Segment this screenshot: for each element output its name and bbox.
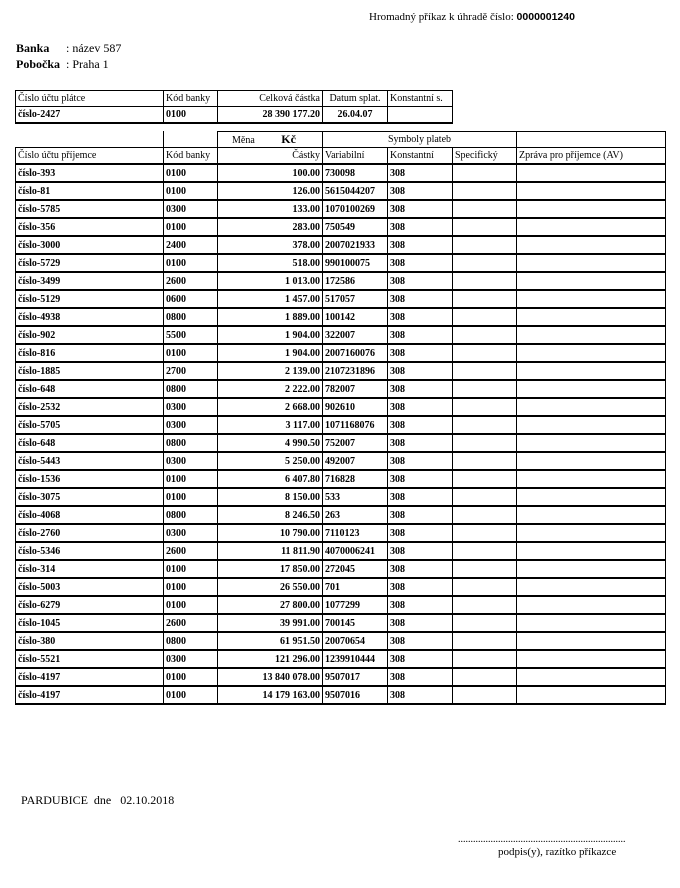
constant-symbol: 308 bbox=[388, 488, 453, 506]
variable-symbol: 172586 bbox=[323, 272, 388, 290]
constant-symbol: 308 bbox=[388, 182, 453, 200]
constant-symbol: 308 bbox=[388, 542, 453, 560]
message bbox=[517, 632, 666, 650]
specific-symbol bbox=[453, 362, 517, 380]
recipient-account: číslo-1045 bbox=[16, 614, 164, 632]
message bbox=[517, 398, 666, 416]
bank-code: 0100 bbox=[164, 596, 218, 614]
table-row bbox=[16, 308, 666, 326]
message bbox=[517, 290, 666, 308]
table-row bbox=[16, 200, 666, 218]
table-row bbox=[16, 506, 666, 524]
variable-symbol: 752007 bbox=[323, 434, 388, 452]
bank-code: 0300 bbox=[164, 200, 218, 218]
branch-row bbox=[16, 56, 121, 72]
recipient-account: číslo-2532 bbox=[16, 398, 164, 416]
variable-symbol: 20070654 bbox=[323, 632, 388, 650]
blank-cell bbox=[517, 132, 666, 148]
constant-symbol: 308 bbox=[388, 668, 453, 686]
message bbox=[517, 524, 666, 542]
recipient-account: číslo-356 bbox=[16, 218, 164, 236]
bank-code: 0100 bbox=[164, 164, 218, 182]
amount: 26 550.00 bbox=[218, 578, 323, 596]
amount: 10 790.00 bbox=[218, 524, 323, 542]
constant-symbol: 308 bbox=[388, 524, 453, 542]
specific-symbol bbox=[453, 272, 517, 290]
table-row bbox=[16, 164, 666, 182]
order-label: Hromadný příkaz k úhradě číslo: bbox=[369, 11, 514, 23]
bank-code: 0100 bbox=[164, 344, 218, 362]
payer-account: číslo-2427 bbox=[16, 107, 164, 124]
recipient-account: číslo-5443 bbox=[16, 452, 164, 470]
header-message: Zpráva pro příjemce (AV) bbox=[517, 148, 666, 165]
constant-symbol: 308 bbox=[388, 326, 453, 344]
variable-symbol: 700145 bbox=[323, 614, 388, 632]
amount: 8 150.00 bbox=[218, 488, 323, 506]
header-constant: Konstantní bbox=[388, 148, 453, 165]
constant-symbol: 308 bbox=[388, 686, 453, 704]
amount: 2 222.00 bbox=[218, 380, 323, 398]
table-row bbox=[16, 668, 666, 686]
variable-symbol: 4070006241 bbox=[323, 542, 388, 560]
specific-symbol bbox=[453, 326, 517, 344]
bank-code: 0800 bbox=[164, 434, 218, 452]
currency-label: Měna bbox=[232, 135, 255, 146]
message bbox=[517, 218, 666, 236]
variable-symbol: 1077299 bbox=[323, 596, 388, 614]
bank-code: 0800 bbox=[164, 632, 218, 650]
bank-info bbox=[16, 40, 121, 72]
amount: 1 904.00 bbox=[218, 344, 323, 362]
variable-symbol: 7110123 bbox=[323, 524, 388, 542]
constant-symbol: 308 bbox=[388, 398, 453, 416]
amount: 100.00 bbox=[218, 164, 323, 182]
table-row bbox=[16, 326, 666, 344]
variable-symbol: 9507017 bbox=[323, 668, 388, 686]
variable-symbol: 1070100269 bbox=[323, 200, 388, 218]
specific-symbol bbox=[453, 308, 517, 326]
specific-symbol bbox=[453, 560, 517, 578]
constant-symbol: 308 bbox=[388, 470, 453, 488]
message bbox=[517, 236, 666, 254]
message bbox=[517, 200, 666, 218]
message bbox=[517, 434, 666, 452]
table-row bbox=[16, 560, 666, 578]
bank-code: 2400 bbox=[164, 236, 218, 254]
amount: 6 407.80 bbox=[218, 470, 323, 488]
constant-symbol: 308 bbox=[388, 290, 453, 308]
payments-header-top bbox=[16, 132, 666, 148]
recipient-account: číslo-5003 bbox=[16, 578, 164, 596]
payer-header-constant: Konstantní s. bbox=[388, 91, 453, 107]
recipient-account: číslo-2760 bbox=[16, 524, 164, 542]
variable-symbol: 730098 bbox=[323, 164, 388, 182]
amount: 5 250.00 bbox=[218, 452, 323, 470]
recipient-account: číslo-4068 bbox=[16, 506, 164, 524]
specific-symbol bbox=[453, 434, 517, 452]
order-title bbox=[369, 11, 575, 23]
table-row bbox=[16, 218, 666, 236]
recipient-account: číslo-380 bbox=[16, 632, 164, 650]
recipient-account: číslo-5346 bbox=[16, 542, 164, 560]
table-row bbox=[16, 614, 666, 632]
payer-header-row bbox=[16, 91, 453, 107]
bank-code: 0100 bbox=[164, 578, 218, 596]
amount: 1 889.00 bbox=[218, 308, 323, 326]
header-amounts: Částky bbox=[218, 148, 323, 165]
amount: 283.00 bbox=[218, 218, 323, 236]
recipient-account: číslo-5521 bbox=[16, 650, 164, 668]
recipient-account: číslo-4197 bbox=[16, 686, 164, 704]
variable-symbol: 782007 bbox=[323, 380, 388, 398]
amount: 2 139.00 bbox=[218, 362, 323, 380]
bank-code: 0300 bbox=[164, 452, 218, 470]
specific-symbol bbox=[453, 542, 517, 560]
constant-symbol: 308 bbox=[388, 236, 453, 254]
bank-code: 0100 bbox=[164, 488, 218, 506]
bank-code: 0100 bbox=[164, 182, 218, 200]
message bbox=[517, 182, 666, 200]
bank-code: 0800 bbox=[164, 506, 218, 524]
payer-total: 28 390 177.20 bbox=[218, 107, 323, 124]
payer-bank-code: 0100 bbox=[164, 107, 218, 124]
constant-symbol: 308 bbox=[388, 632, 453, 650]
table-row bbox=[16, 632, 666, 650]
specific-symbol bbox=[453, 632, 517, 650]
bank-code: 0100 bbox=[164, 668, 218, 686]
branch-label: Pobočka bbox=[16, 57, 61, 71]
specific-symbol bbox=[453, 254, 517, 272]
signature-label: podpis(y), razítko příkazce bbox=[498, 846, 617, 858]
constant-symbol: 308 bbox=[388, 452, 453, 470]
amount: 3 117.00 bbox=[218, 416, 323, 434]
constant-symbol: 308 bbox=[388, 416, 453, 434]
amount: 11 811.90 bbox=[218, 542, 323, 560]
message bbox=[517, 470, 666, 488]
symbols-label: Symboly plateb bbox=[323, 132, 517, 148]
payer-constant bbox=[388, 107, 453, 124]
recipient-account: číslo-902 bbox=[16, 326, 164, 344]
recipient-account: číslo-5705 bbox=[16, 416, 164, 434]
variable-symbol: 263 bbox=[323, 506, 388, 524]
specific-symbol bbox=[453, 668, 517, 686]
bank-code: 0800 bbox=[164, 380, 218, 398]
message bbox=[517, 326, 666, 344]
specific-symbol bbox=[453, 182, 517, 200]
table-row bbox=[16, 452, 666, 470]
specific-symbol bbox=[453, 470, 517, 488]
specific-symbol bbox=[453, 290, 517, 308]
header-specific: Specifický bbox=[453, 148, 517, 165]
specific-symbol bbox=[453, 488, 517, 506]
specific-symbol bbox=[453, 506, 517, 524]
bank-code: 2600 bbox=[164, 272, 218, 290]
specific-symbol bbox=[453, 416, 517, 434]
message bbox=[517, 254, 666, 272]
specific-symbol bbox=[453, 380, 517, 398]
variable-symbol: 990100075 bbox=[323, 254, 388, 272]
place-date: PARDUBICE dne 02.10.2018 bbox=[21, 793, 175, 807]
constant-symbol: 308 bbox=[388, 650, 453, 668]
message bbox=[517, 452, 666, 470]
variable-symbol: 533 bbox=[323, 488, 388, 506]
table-row bbox=[16, 272, 666, 290]
specific-symbol bbox=[453, 398, 517, 416]
message bbox=[517, 272, 666, 290]
message bbox=[517, 560, 666, 578]
payer-header-due-date: Datum splat. bbox=[323, 91, 388, 107]
payments-header-row bbox=[16, 148, 666, 165]
recipient-account: číslo-4938 bbox=[16, 308, 164, 326]
recipient-account: číslo-4197 bbox=[16, 668, 164, 686]
bank-code: 0100 bbox=[164, 218, 218, 236]
recipient-account: číslo-1536 bbox=[16, 470, 164, 488]
variable-symbol: 517057 bbox=[323, 290, 388, 308]
recipient-account: číslo-648 bbox=[16, 380, 164, 398]
header-variable: Variabilní bbox=[323, 148, 388, 165]
specific-symbol bbox=[453, 344, 517, 362]
table-row bbox=[16, 578, 666, 596]
constant-symbol: 308 bbox=[388, 506, 453, 524]
branch-value: : Praha 1 bbox=[66, 57, 109, 71]
blank-cell bbox=[16, 132, 164, 148]
table-row bbox=[16, 596, 666, 614]
specific-symbol bbox=[453, 578, 517, 596]
amount: 1 904.00 bbox=[218, 326, 323, 344]
bank-code: 0300 bbox=[164, 398, 218, 416]
amount: 121 296.00 bbox=[218, 650, 323, 668]
amount: 39 991.00 bbox=[218, 614, 323, 632]
specific-symbol bbox=[453, 452, 517, 470]
message bbox=[517, 686, 666, 704]
specific-symbol bbox=[453, 236, 517, 254]
constant-symbol: 308 bbox=[388, 434, 453, 452]
table-row bbox=[16, 182, 666, 200]
bank-code: 0100 bbox=[164, 470, 218, 488]
recipient-account: číslo-3000 bbox=[16, 236, 164, 254]
bank-label: Banka bbox=[16, 41, 50, 55]
specific-symbol bbox=[453, 614, 517, 632]
table-row bbox=[16, 650, 666, 668]
variable-symbol: 1071168076 bbox=[323, 416, 388, 434]
header-bank-code: Kód banky bbox=[164, 148, 218, 165]
amount: 518.00 bbox=[218, 254, 323, 272]
payer-due-date: 26.04.07 bbox=[323, 107, 388, 124]
recipient-account: číslo-3075 bbox=[16, 488, 164, 506]
bank-code: 0100 bbox=[164, 686, 218, 704]
recipient-account: číslo-1885 bbox=[16, 362, 164, 380]
amount: 17 850.00 bbox=[218, 560, 323, 578]
table-row bbox=[16, 416, 666, 434]
constant-symbol: 308 bbox=[388, 164, 453, 182]
variable-symbol: 9507016 bbox=[323, 686, 388, 704]
table-row bbox=[16, 254, 666, 272]
payer-table bbox=[15, 90, 453, 124]
constant-symbol: 308 bbox=[388, 308, 453, 326]
variable-symbol: 750549 bbox=[323, 218, 388, 236]
specific-symbol bbox=[453, 524, 517, 542]
amount: 13 840 078.00 bbox=[218, 668, 323, 686]
constant-symbol: 308 bbox=[388, 560, 453, 578]
table-row bbox=[16, 344, 666, 362]
payer-value-row bbox=[16, 107, 453, 124]
bank-code: 0100 bbox=[164, 560, 218, 578]
amount: 133.00 bbox=[218, 200, 323, 218]
table-row bbox=[16, 398, 666, 416]
table-row bbox=[16, 488, 666, 506]
message bbox=[517, 308, 666, 326]
table-row bbox=[16, 686, 666, 704]
message bbox=[517, 596, 666, 614]
signature-line: ................................................................... bbox=[458, 834, 626, 845]
table-row bbox=[16, 434, 666, 452]
recipient-account: číslo-393 bbox=[16, 164, 164, 182]
payer-header-account: Číslo účtu plátce bbox=[16, 91, 164, 107]
bank-code: 0300 bbox=[164, 524, 218, 542]
recipient-account: číslo-3499 bbox=[16, 272, 164, 290]
constant-symbol: 308 bbox=[388, 254, 453, 272]
currency-cell bbox=[218, 132, 323, 148]
specific-symbol bbox=[453, 686, 517, 704]
constant-symbol: 308 bbox=[388, 344, 453, 362]
variable-symbol: 272045 bbox=[323, 560, 388, 578]
constant-symbol: 308 bbox=[388, 272, 453, 290]
bank-code: 2700 bbox=[164, 362, 218, 380]
amount: 8 246.50 bbox=[218, 506, 323, 524]
recipient-account: číslo-6279 bbox=[16, 596, 164, 614]
message bbox=[517, 668, 666, 686]
constant-symbol: 308 bbox=[388, 614, 453, 632]
header-recipient-account: Číslo účtu příjemce bbox=[16, 148, 164, 165]
amount: 61 951.50 bbox=[218, 632, 323, 650]
payer-header-bank-code: Kód banky bbox=[164, 91, 218, 107]
table-row bbox=[16, 542, 666, 560]
recipient-account: číslo-5129 bbox=[16, 290, 164, 308]
message bbox=[517, 542, 666, 560]
message bbox=[517, 164, 666, 182]
table-row bbox=[16, 470, 666, 488]
specific-symbol bbox=[453, 164, 517, 182]
specific-symbol bbox=[453, 596, 517, 614]
message bbox=[517, 380, 666, 398]
amount: 378.00 bbox=[218, 236, 323, 254]
payer-header-total: Celková částka bbox=[218, 91, 323, 107]
constant-symbol: 308 bbox=[388, 200, 453, 218]
bank-value: : název 587 bbox=[66, 41, 122, 55]
specific-symbol bbox=[453, 200, 517, 218]
specific-symbol bbox=[453, 218, 517, 236]
message bbox=[517, 578, 666, 596]
bank-code: 0100 bbox=[164, 254, 218, 272]
recipient-account: číslo-81 bbox=[16, 182, 164, 200]
bank-code: 5500 bbox=[164, 326, 218, 344]
blank-cell bbox=[164, 132, 218, 148]
amount: 126.00 bbox=[218, 182, 323, 200]
amount: 1 013.00 bbox=[218, 272, 323, 290]
bank-code: 0300 bbox=[164, 650, 218, 668]
recipient-account: číslo-5785 bbox=[16, 200, 164, 218]
constant-symbol: 308 bbox=[388, 578, 453, 596]
recipient-account: číslo-5729 bbox=[16, 254, 164, 272]
message bbox=[517, 344, 666, 362]
variable-symbol: 902610 bbox=[323, 398, 388, 416]
variable-symbol: 701 bbox=[323, 578, 388, 596]
specific-symbol bbox=[453, 650, 517, 668]
message bbox=[517, 614, 666, 632]
bank-code: 2600 bbox=[164, 542, 218, 560]
constant-symbol: 308 bbox=[388, 596, 453, 614]
message bbox=[517, 362, 666, 380]
bank-code: 0800 bbox=[164, 308, 218, 326]
table-row bbox=[16, 362, 666, 380]
table-row bbox=[16, 290, 666, 308]
recipient-account: číslo-816 bbox=[16, 344, 164, 362]
recipient-account: číslo-648 bbox=[16, 434, 164, 452]
variable-symbol: 2007021933 bbox=[323, 236, 388, 254]
table-row bbox=[16, 236, 666, 254]
variable-symbol: 5615044207 bbox=[323, 182, 388, 200]
variable-symbol: 2107231896 bbox=[323, 362, 388, 380]
bank-row bbox=[16, 40, 121, 56]
variable-symbol: 716828 bbox=[323, 470, 388, 488]
table-row bbox=[16, 380, 666, 398]
payments-table bbox=[15, 131, 666, 705]
variable-symbol: 2007160076 bbox=[323, 344, 388, 362]
constant-symbol: 308 bbox=[388, 380, 453, 398]
variable-symbol: 492007 bbox=[323, 452, 388, 470]
message bbox=[517, 488, 666, 506]
table-row bbox=[16, 524, 666, 542]
amount: 2 668.00 bbox=[218, 398, 323, 416]
variable-symbol: 100142 bbox=[323, 308, 388, 326]
currency-value: Kč bbox=[281, 132, 296, 146]
bank-code: 2600 bbox=[164, 614, 218, 632]
amount: 27 800.00 bbox=[218, 596, 323, 614]
order-number: 0000001240 bbox=[516, 11, 575, 23]
bank-code: 0300 bbox=[164, 416, 218, 434]
constant-symbol: 308 bbox=[388, 218, 453, 236]
message bbox=[517, 416, 666, 434]
variable-symbol: 1239910444 bbox=[323, 650, 388, 668]
amount: 14 179 163.00 bbox=[218, 686, 323, 704]
variable-symbol: 322007 bbox=[323, 326, 388, 344]
message bbox=[517, 506, 666, 524]
recipient-account: číslo-314 bbox=[16, 560, 164, 578]
bank-code: 0600 bbox=[164, 290, 218, 308]
amount: 1 457.00 bbox=[218, 290, 323, 308]
message bbox=[517, 650, 666, 668]
constant-symbol: 308 bbox=[388, 362, 453, 380]
amount: 4 990.50 bbox=[218, 434, 323, 452]
payment-rows bbox=[16, 164, 666, 704]
